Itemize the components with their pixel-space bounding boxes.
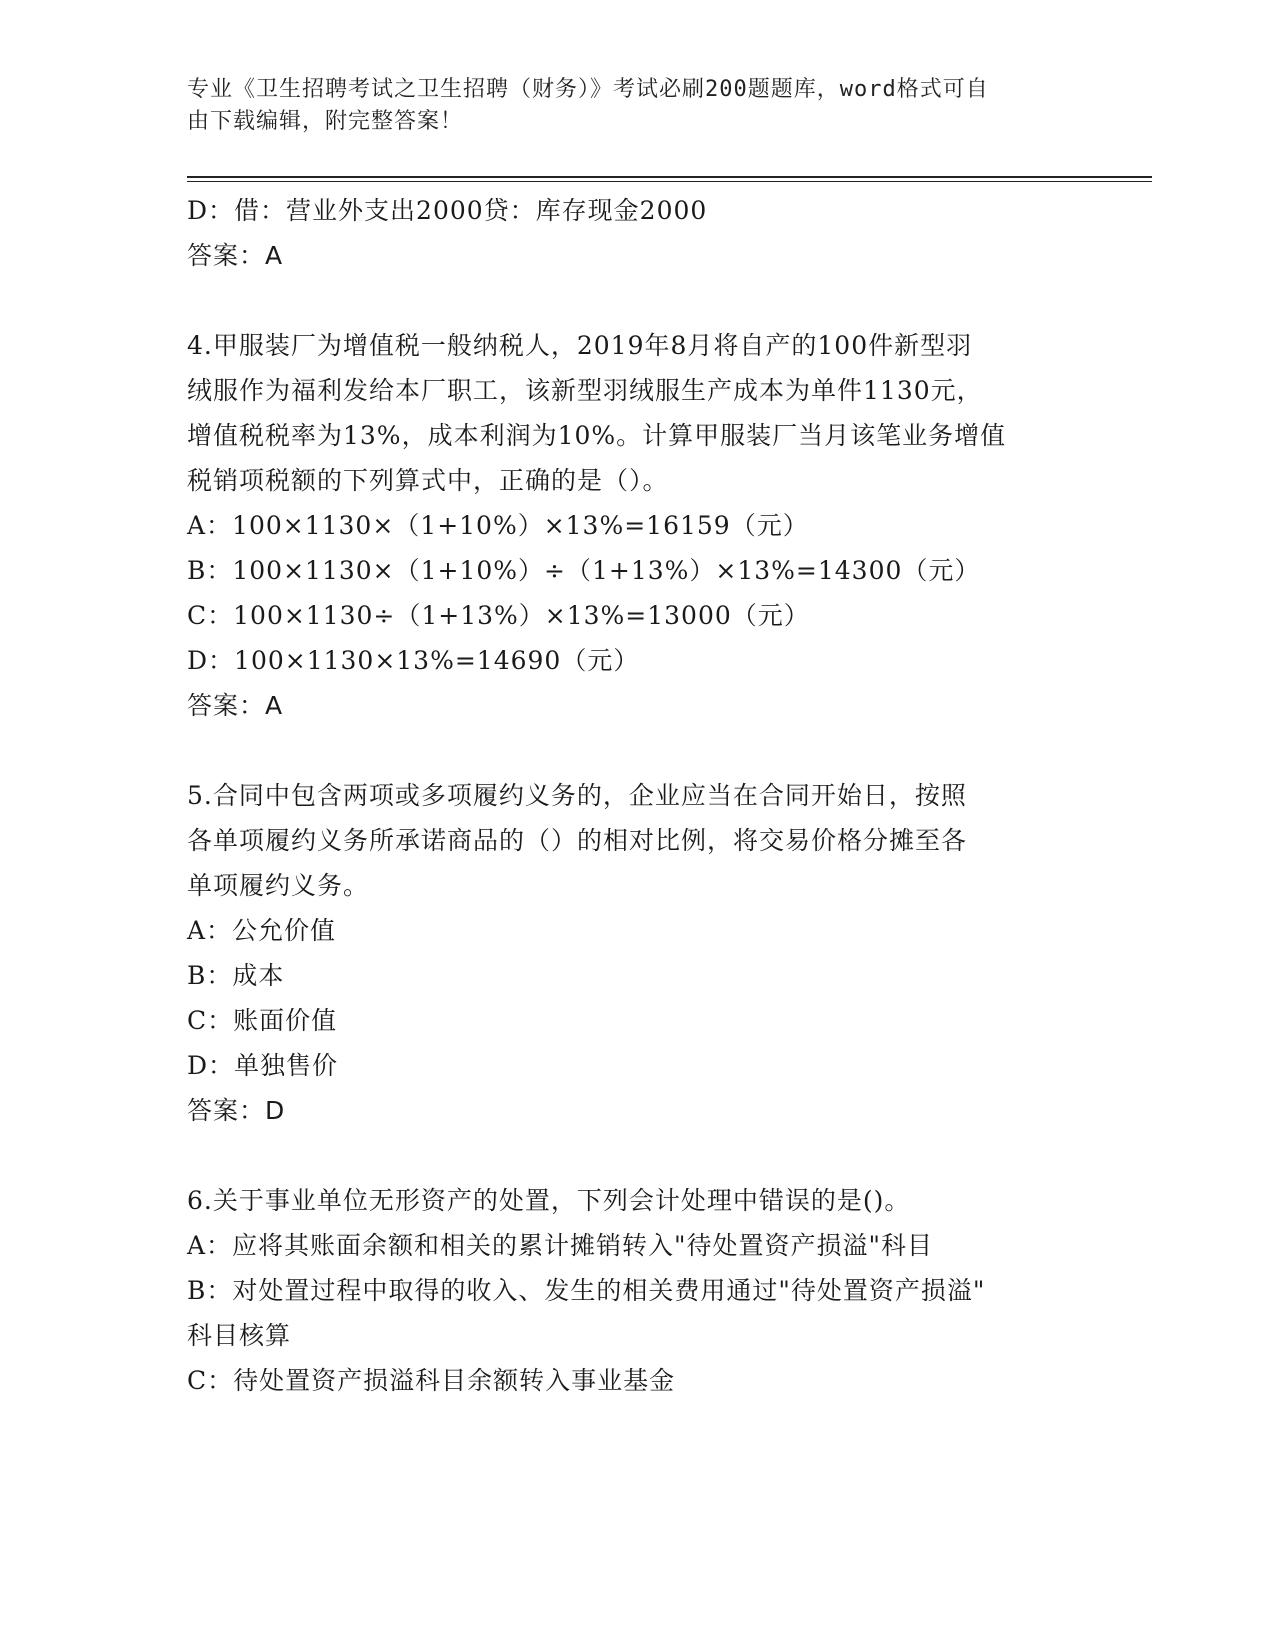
question-5 (187, 773, 1087, 1133)
option-c: C：账面价值 (187, 1006, 338, 1035)
option-c: C：待处置资产损溢科目余额转入事业基金 (187, 1366, 676, 1395)
header-divider-thick (187, 176, 1152, 178)
header-title-line-1: 专业《卫生招聘考试之卫生招聘（财务）》考试必刷200题题库，word格式可自 (187, 77, 989, 102)
answer: 答案：A (187, 241, 284, 270)
option-a: A：应将其账面余额和相关的累计摊销转入"待处置资产损溢"科目 (187, 1231, 934, 1260)
option-c: C：100×1130÷（1+13%）×13%=13000（元） (187, 601, 810, 630)
question-stem-line: 绒服作为福利发给本厂职工，该新型羽绒服生产成本为单件1130元， (187, 376, 983, 405)
question-stem-line: 5.合同中包含两项或多项履约义务的，企业应当在合同开始日，按照 (187, 781, 967, 810)
answer: 答案：D (187, 1096, 286, 1125)
question-4 (187, 323, 1087, 728)
option-b-continued: 科目核算 (187, 1321, 292, 1350)
question-3 (187, 188, 1087, 278)
answer: 答案：A (187, 691, 284, 720)
option-d: D：借：营业外支出2000贷：库存现金2000 (187, 196, 708, 225)
question-stem-line: 增值税税率为13%，成本利润为10%。计算甲服装厂当月该笔业务增值 (187, 421, 1007, 450)
question-stem-line: 6.关于事业单位无形资产的处置，下列会计处理中错误的是()。 (187, 1186, 911, 1215)
question-stem-line: 单项履约义务。 (187, 871, 370, 900)
option-b: B：对处置过程中取得的收入、发生的相关费用通过"待处置资产损溢" (187, 1276, 986, 1305)
option-a: A：公允价值 (187, 916, 337, 945)
question-stem-line: 税销项税额的下列算式中，正确的是（）。 (187, 466, 669, 495)
option-a: A：100×1130×（1+10%）×13%=16159（元） (187, 511, 809, 540)
option-b: B：100×1130×（1+10%）÷（1+13%）×13%=14300（元） (187, 556, 981, 585)
header-title-line-2: 由下载编辑，附完整答案！ (187, 109, 464, 134)
option-d: D：单独售价 (187, 1051, 339, 1080)
page-header (187, 74, 1067, 138)
question-stem-line: 4.甲服装厂为增值税一般纳税人，2019年8月将自产的100件新型羽 (187, 331, 973, 360)
question-6 (187, 1178, 1087, 1403)
questions-content (187, 188, 1087, 1403)
question-stem-line: 各单项履约义务所承诺商品的（）的相对比例，将交易价格分摊至各 (187, 826, 968, 855)
header-divider-thin (187, 181, 1152, 182)
option-d: D：100×1130×13%=14690（元） (187, 646, 640, 675)
option-b: B：成本 (187, 961, 285, 990)
